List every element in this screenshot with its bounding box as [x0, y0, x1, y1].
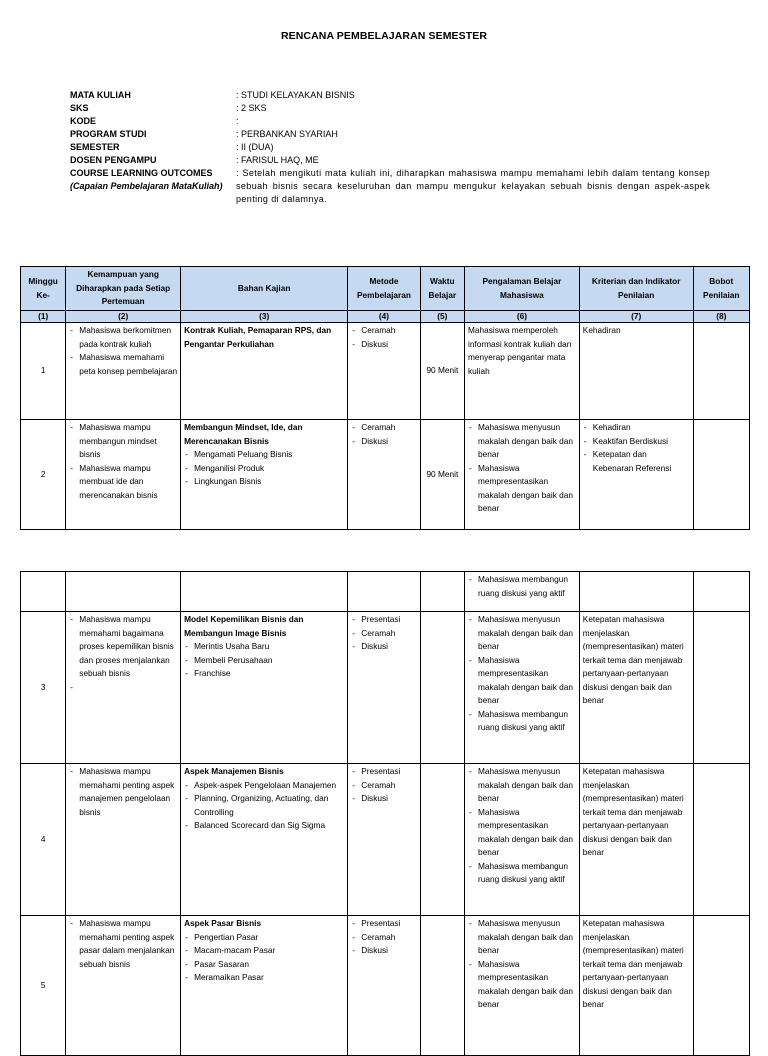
topic-cell [181, 572, 348, 612]
list-item: - Franchise [184, 667, 344, 681]
weight-cell [693, 323, 749, 420]
meta-value: : 2 SKS [236, 103, 267, 113]
meta-label: DOSEN PENGAMPU [70, 155, 157, 165]
list-item: - Diskusi [351, 435, 416, 449]
ability-cell [66, 572, 181, 612]
meta-label: KODE [70, 116, 97, 126]
list-item: - Mahasiswa menyusun makalah dengan baik dan benar [468, 765, 576, 806]
col-number: (4) [348, 311, 420, 323]
week-cell: 5 [21, 916, 66, 1056]
method-cell [348, 916, 420, 1056]
rps-table-page-2 [20, 571, 750, 1056]
col-number: (5) [420, 311, 464, 323]
col-header: Bobot Penilaian [693, 267, 749, 311]
method-cell [348, 572, 420, 612]
time-cell [420, 916, 464, 1056]
list-item: - Mahasiswa mampu membuat ide dan merencanakan bisnis [69, 462, 177, 503]
list-item: - Macam-macam Pasar [184, 944, 344, 958]
list-item: - Diskusi [351, 944, 416, 958]
list-item: - Ketepatan dan Kebenaran Referensi [583, 448, 690, 475]
list-item: - Mahasiswa mempresentasikan makalah dengan baik dan benar [468, 462, 576, 516]
list-item: - Mahasiswa membangun ruang diskusi yang aktif [468, 708, 576, 735]
clo-label: COURSE LEARNING OUTCOMES [70, 168, 213, 178]
experience-cell [465, 916, 580, 1056]
weight-cell [693, 420, 749, 530]
experience-cell [465, 420, 580, 530]
criteria-cell: Ketepatan mahasiswa menjelaskan (mempresentasikan) materi terkait tema dan menjawab pertanyaan-pertanyaan diskusi dengan baik dan benar [579, 612, 693, 764]
meta-value: : [236, 116, 239, 126]
col-number: (1) [21, 311, 66, 323]
col-header: Pengalaman Belajar Mahasiswa [465, 267, 580, 311]
list-item: - Mahasiswa mampu memahami bagaimana proses kepemilikan bisnis dan proses menjalankan sebuah bisnis [69, 613, 177, 681]
topic-cell [181, 323, 348, 420]
col-number: (8) [693, 311, 749, 323]
table-row-continuation [21, 572, 750, 612]
list-item: - Mengamati Peluang Bisnis [184, 448, 344, 462]
course-info [70, 89, 710, 206]
list-item: - Mahasiswa memahami peta konsep pembelajaran [69, 351, 177, 378]
experience-cell [465, 612, 580, 764]
list-item: - Aspek-aspek Pengelolaan Manajemen [184, 779, 344, 793]
topic-title: Model Kepemilikan Bisnis dan Membangun Image Bisnis [184, 614, 304, 638]
weight-cell [693, 916, 749, 1056]
meta-row [70, 128, 710, 141]
list-item: - Balanced Scorecard dan Sig Sigma [184, 819, 344, 833]
week-cell: 4 [21, 764, 66, 916]
table-row [21, 612, 750, 764]
list-item: - Mahasiswa mampu membangun mindset bisnis [69, 421, 177, 462]
list-item: - Ceramah [351, 779, 416, 793]
list-item: - Ceramah [351, 324, 416, 338]
method-cell [348, 323, 420, 420]
list-item: - Meramaikan Pasar [184, 971, 344, 985]
topic-title: Aspek Manajemen Bisnis [184, 766, 284, 776]
weight-cell [693, 612, 749, 764]
col-header: Minggu Ke- [21, 267, 66, 311]
list-item: - Mahasiswa membangun ruang diskusi yang aktif [468, 860, 576, 887]
list-item: - Pengertian Pasar [184, 931, 344, 945]
list-item: - Mahasiswa membangun ruang diskusi yang aktif [468, 573, 576, 600]
list-item: - Diskusi [351, 338, 416, 352]
list-item: - Presentasi [351, 917, 416, 931]
meta-row [70, 115, 710, 128]
meta-row-clo [70, 167, 710, 206]
method-cell [348, 420, 420, 530]
criteria-cell: Ketepatan mahasiswa menjelaskan (mempresentasikan) materi terkait tema dan menjawab pertanyaan-pertanyaan diskusi dengan baik dan benar [579, 916, 693, 1056]
list-item: - Presentasi [351, 613, 416, 627]
col-number: (7) [579, 311, 693, 323]
meta-label: MATA KULIAH [70, 90, 131, 100]
table-row [21, 764, 750, 916]
week-cell: 1 [21, 323, 66, 420]
topic-cell [181, 916, 348, 1056]
ability-cell [66, 764, 181, 916]
time-cell [420, 572, 464, 612]
table-row [21, 323, 750, 420]
list-item: - Mahasiswa mempresentasikan makalah dengan baik dan benar [468, 654, 576, 708]
list-item: - Mahasiswa menyusun makalah dengan baik dan benar [468, 917, 576, 958]
criteria-cell: Kehadiran [579, 323, 693, 420]
list-item: - Diskusi [351, 792, 416, 806]
experience-cell [465, 764, 580, 916]
week-cell [21, 572, 66, 612]
ability-cell [66, 612, 181, 764]
week-cell: 3 [21, 612, 66, 764]
list-item: - Membeli Perusahaan [184, 654, 344, 668]
col-header: Waktu Belajar [420, 267, 464, 311]
topic-title: Aspek Pasar Bisnis [184, 918, 262, 928]
meta-row [70, 141, 710, 154]
list-item: - Ceramah [351, 627, 416, 641]
list-item: - Mahasiswa berkomitmen pada kontrak kuliah [69, 324, 177, 351]
list-item: - Planning, Organizing, Actuating, dan Controlling [184, 792, 344, 819]
meta-label: PROGRAM STUDI [70, 129, 147, 139]
list-item: - Pasar Sasaran [184, 958, 344, 972]
method-cell [348, 612, 420, 764]
list-item: - Menganilisi Produk [184, 462, 344, 476]
ability-cell [66, 420, 181, 530]
table-row [21, 916, 750, 1056]
col-number: (6) [465, 311, 580, 323]
criteria-cell [579, 572, 693, 612]
rps-table-page-1 [20, 266, 750, 530]
meta-value: : PERBANKAN SYARIAH [236, 129, 338, 139]
time-cell: 90 Menit [420, 323, 464, 420]
time-cell [420, 612, 464, 764]
column-number-row [21, 311, 750, 323]
list-item: - Kehadiran [583, 421, 690, 435]
meta-value: : FARISUL HAQ, ME [236, 155, 319, 165]
criteria-cell: Ketepatan mahasiswa menjelaskan (mempresentasikan) materi terkait tema dan menjawab pertanyaan-pertanyaan diskusi dengan baik dan benar [579, 764, 693, 916]
header-row [21, 267, 750, 311]
time-cell: 90 Menit [420, 420, 464, 530]
weight-cell [693, 764, 749, 916]
clo-label-sub: (Capaian Pembelajaran MataKuliah) [70, 181, 223, 191]
list-item: - Mahasiswa menyusun makalah dengan baik dan benar [468, 421, 576, 462]
list-item: - Ceramah [351, 931, 416, 945]
col-header: Bahan Kajian [181, 267, 348, 311]
week-cell: 2 [21, 420, 66, 530]
meta-label: SKS [70, 103, 89, 113]
list-item: - Presentasi [351, 765, 416, 779]
meta-value: : STUDI KELAYAKAN BISNIS [236, 90, 355, 100]
col-number: (3) [181, 311, 348, 323]
list-item: - Keaktifan Berdiskusi [583, 435, 690, 449]
list-item: - Mahasiswa mempresentasikan makalah dengan baik dan benar [468, 806, 576, 860]
topic-title: Kontrak Kuliah, Pemaparan RPS, dan Pengantar Perkuliahan [184, 325, 332, 349]
meta-label: SEMESTER [70, 142, 120, 152]
clo-label-group [70, 167, 236, 206]
experience-cell: Mahasiswa memperoleh informasi kontrak kuliah dan menyerap pengantar mata kuliah [465, 323, 580, 420]
list-item: - Mahasiswa mampu memahami penting aspek pasar dalam menjalankan sebuah bisnis [69, 917, 177, 971]
experience-cell [465, 572, 580, 612]
list-item: - Diskusi [351, 640, 416, 654]
list-item: - Ceramah [351, 421, 416, 435]
meta-row [70, 102, 710, 115]
ability-cell [66, 323, 181, 420]
time-cell [420, 764, 464, 916]
meta-row [70, 154, 710, 167]
list-item: - Mahasiswa mempresentasikan makalah dengan baik dan benar [468, 958, 576, 1012]
criteria-cell [579, 420, 693, 530]
col-header: Kemampuan yang Diharapkan pada Setiap Pertemuan [66, 267, 181, 311]
method-cell [348, 764, 420, 916]
meta-row [70, 89, 710, 102]
col-header: Metode Pembelajaran [348, 267, 420, 311]
list-item: - Mahasiswa mampu memahami penting aspek manajemen pengelolaan bisnis [69, 765, 177, 819]
table-row [21, 420, 750, 530]
topic-cell [181, 612, 348, 764]
meta-value: : II (DUA) [236, 142, 274, 152]
topic-cell [181, 420, 348, 530]
col-number: (2) [66, 311, 181, 323]
ability-cell [66, 916, 181, 1056]
weight-cell [693, 572, 749, 612]
list-item: - Mahasiswa menyusun makalah dengan baik dan benar [468, 613, 576, 654]
topic-cell [181, 764, 348, 916]
page-title: RENCANA PEMBELAJARAN SEMESTER [280, 30, 488, 42]
list-item: - Merintis Usaha Baru [184, 640, 344, 654]
clo-value: : Setelah mengikuti mata kuliah ini, diharapkan mahasiswa mampu memahami lebih dalam tentang konsep sebuah bisnis secara keseluruhan dan mampu mengukur kelayakan sebuah bisnis dengan aspek-aspek penting di dalamnya. [236, 168, 710, 204]
list-item: - Lingkungan Bisnis [184, 475, 344, 489]
topic-title: Membangun Mindset, Ide, dan Merencanakan Bisnis [184, 422, 303, 446]
col-header: Kriterian dan Indikator Penilaian [579, 267, 693, 311]
